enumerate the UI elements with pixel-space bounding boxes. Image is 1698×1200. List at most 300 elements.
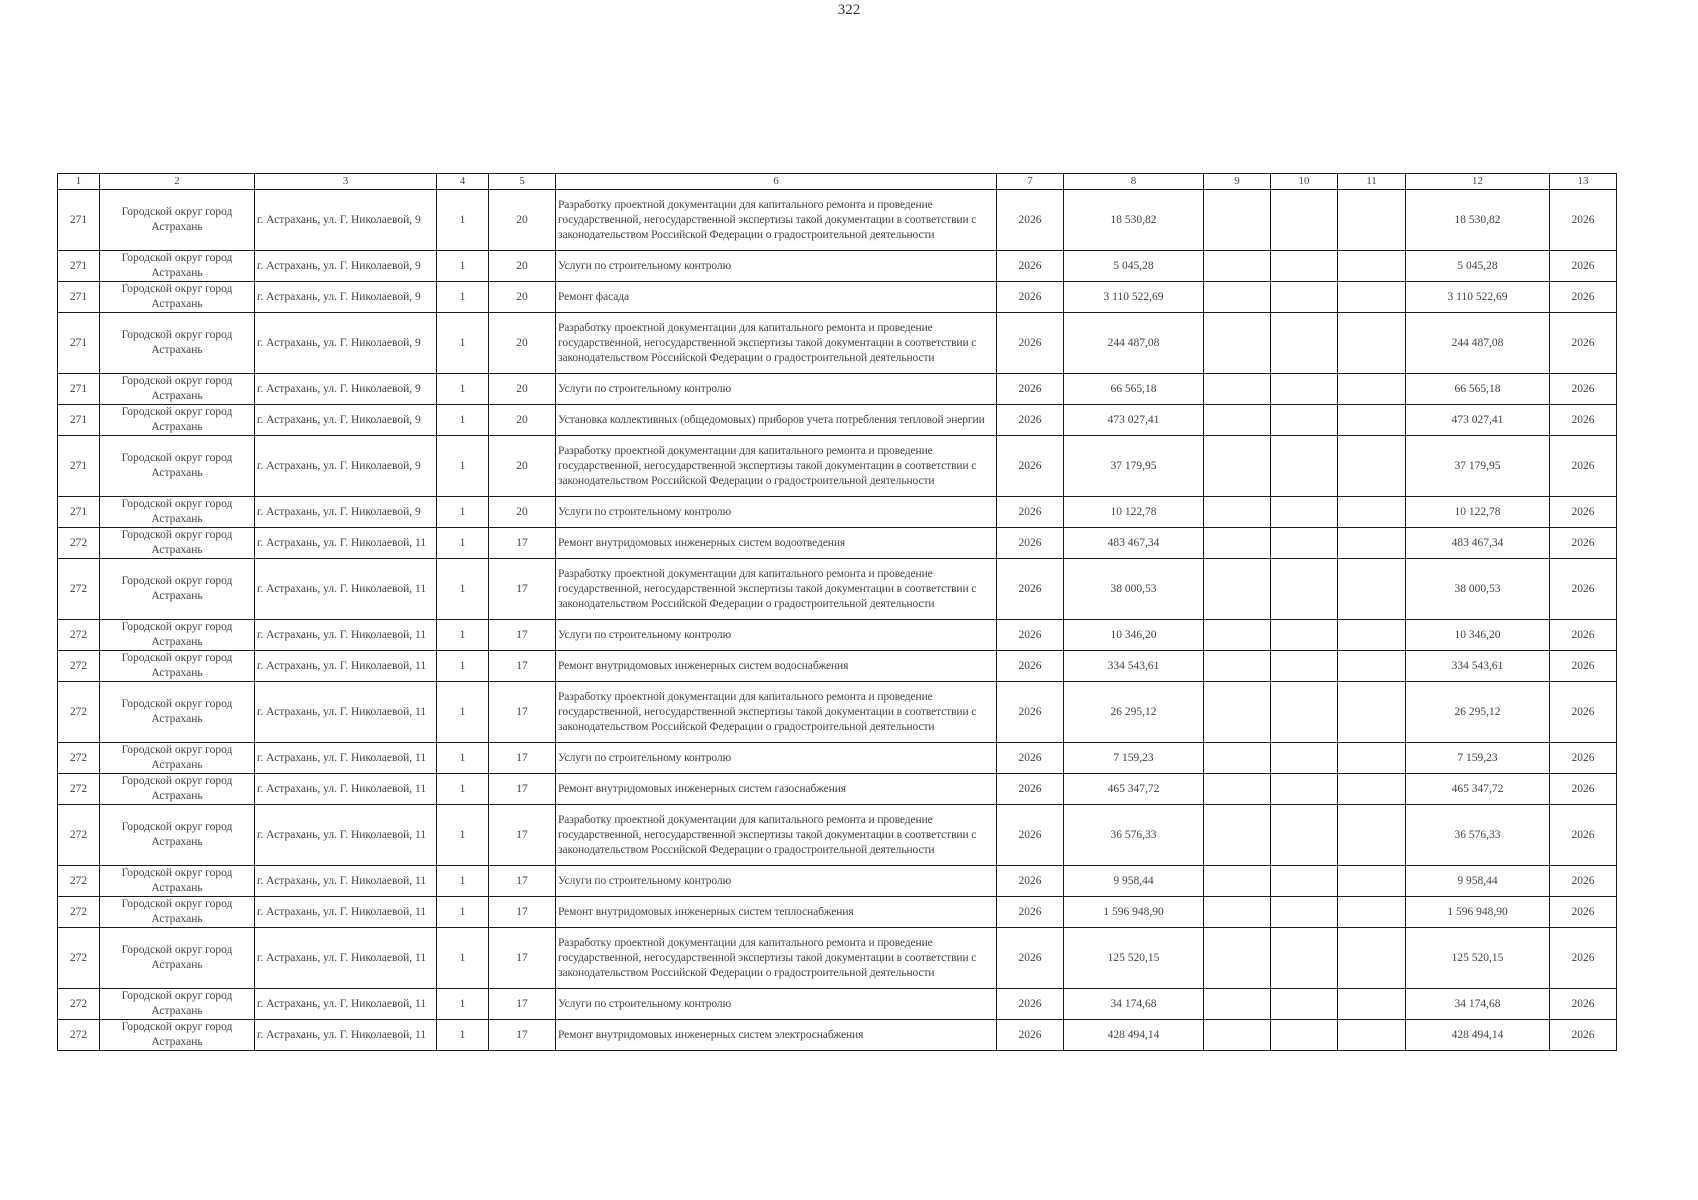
- year-cell: 2026: [997, 651, 1064, 682]
- municipality-cell: Городской округ город Астрахань: [100, 1020, 255, 1051]
- col10-cell: [1271, 1020, 1338, 1051]
- address-cell: г. Астрахань, ул. Г. Николаевой, 11: [255, 774, 437, 805]
- completion-year-cell: 2026: [1550, 282, 1617, 313]
- item-number-cell: 272: [58, 743, 100, 774]
- completion-year-cell: 2026: [1550, 497, 1617, 528]
- address-cell: г. Астрахань, ул. Г. Николаевой, 11: [255, 620, 437, 651]
- col4-cell: 1: [437, 928, 489, 989]
- total-cost-cell: 38 000,53: [1406, 559, 1550, 620]
- col11-cell: [1338, 251, 1406, 282]
- col10-cell: [1271, 251, 1338, 282]
- total-cost-cell: 9 958,44: [1406, 866, 1550, 897]
- work-description-cell: Разработку проектной документации для капитального ремонта и проведение государственной, негосударственной экспертизы такой документации в соответствии с законодательством Российской Федерации о градостроительной деятельности: [556, 190, 997, 251]
- address-cell: г. Астрахань, ул. Г. Николаевой, 11: [255, 528, 437, 559]
- col11-cell: [1338, 436, 1406, 497]
- header-cell: 11: [1338, 174, 1406, 190]
- total-cost-cell: 18 530,82: [1406, 190, 1550, 251]
- col4-cell: 1: [437, 190, 489, 251]
- work-description-cell: Разработку проектной документации для капитального ремонта и проведение государственной, негосударственной экспертизы такой документации в соответствии с законодательством Российской Федерации о градостроительной деятельности: [556, 436, 997, 497]
- table-row: [58, 405, 1617, 436]
- col11-cell: [1338, 313, 1406, 374]
- col5-cell: 20: [489, 497, 556, 528]
- address-cell: г. Астрахань, ул. Г. Николаевой, 11: [255, 897, 437, 928]
- cost-cell: 244 487,08: [1064, 313, 1204, 374]
- col9-cell: [1204, 620, 1271, 651]
- col9-cell: [1204, 374, 1271, 405]
- address-cell: г. Астрахань, ул. Г. Николаевой, 11: [255, 866, 437, 897]
- cost-cell: 10 122,78: [1064, 497, 1204, 528]
- address-cell: г. Астрахань, ул. Г. Николаевой, 9: [255, 313, 437, 374]
- col5-cell: 20: [489, 436, 556, 497]
- col4-cell: 1: [437, 374, 489, 405]
- address-cell: г. Астрахань, ул. Г. Николаевой, 11: [255, 682, 437, 743]
- total-cost-cell: 5 045,28: [1406, 251, 1550, 282]
- table-row: [58, 682, 1617, 743]
- header-cell: 6: [556, 174, 997, 190]
- total-cost-cell: 125 520,15: [1406, 928, 1550, 989]
- completion-year-cell: 2026: [1550, 190, 1617, 251]
- col4-cell: 1: [437, 620, 489, 651]
- total-cost-cell: 334 543,61: [1406, 651, 1550, 682]
- address-cell: г. Астрахань, ул. Г. Николаевой, 9: [255, 405, 437, 436]
- year-cell: 2026: [997, 374, 1064, 405]
- header-cell: 7: [997, 174, 1064, 190]
- col9-cell: [1204, 805, 1271, 866]
- item-number-cell: 271: [58, 190, 100, 251]
- item-number-cell: 271: [58, 497, 100, 528]
- item-number-cell: 272: [58, 651, 100, 682]
- municipality-cell: Городской округ город Астрахань: [100, 805, 255, 866]
- municipality-cell: Городской округ город Астрахань: [100, 559, 255, 620]
- year-cell: 2026: [997, 805, 1064, 866]
- col9-cell: [1204, 682, 1271, 743]
- col11-cell: [1338, 405, 1406, 436]
- address-cell: г. Астрахань, ул. Г. Николаевой, 9: [255, 374, 437, 405]
- completion-year-cell: 2026: [1550, 928, 1617, 989]
- year-cell: 2026: [997, 528, 1064, 559]
- col10-cell: [1271, 620, 1338, 651]
- item-number-cell: 271: [58, 251, 100, 282]
- col9-cell: [1204, 405, 1271, 436]
- year-cell: 2026: [997, 313, 1064, 374]
- completion-year-cell: 2026: [1550, 436, 1617, 497]
- municipality-cell: Городской округ город Астрахань: [100, 866, 255, 897]
- col9-cell: [1204, 190, 1271, 251]
- col4-cell: 1: [437, 805, 489, 866]
- work-description-cell: Разработку проектной документации для капитального ремонта и проведение государственной, негосударственной экспертизы такой документации в соответствии с законодательством Российской Федерации о градостроительной деятельности: [556, 928, 997, 989]
- table-row: [58, 190, 1617, 251]
- col5-cell: 20: [489, 374, 556, 405]
- year-cell: 2026: [997, 928, 1064, 989]
- cost-cell: 3 110 522,69: [1064, 282, 1204, 313]
- year-cell: 2026: [997, 620, 1064, 651]
- address-cell: г. Астрахань, ул. Г. Николаевой, 11: [255, 928, 437, 989]
- municipality-cell: Городской округ город Астрахань: [100, 928, 255, 989]
- cost-cell: 1 596 948,90: [1064, 897, 1204, 928]
- col11-cell: [1338, 743, 1406, 774]
- table-row: [58, 805, 1617, 866]
- year-cell: 2026: [997, 559, 1064, 620]
- address-cell: г. Астрахань, ул. Г. Николаевой, 11: [255, 743, 437, 774]
- municipality-cell: Городской округ город Астрахань: [100, 989, 255, 1020]
- col10-cell: [1271, 497, 1338, 528]
- col4-cell: 1: [437, 313, 489, 374]
- col5-cell: 17: [489, 559, 556, 620]
- col10-cell: [1271, 528, 1338, 559]
- table-row: [58, 374, 1617, 405]
- table-row: [58, 251, 1617, 282]
- cost-cell: 66 565,18: [1064, 374, 1204, 405]
- address-cell: г. Астрахань, ул. Г. Николаевой, 11: [255, 989, 437, 1020]
- cost-cell: 7 159,23: [1064, 743, 1204, 774]
- cost-cell: 125 520,15: [1064, 928, 1204, 989]
- col11-cell: [1338, 866, 1406, 897]
- table-row: [58, 866, 1617, 897]
- total-cost-cell: 10 346,20: [1406, 620, 1550, 651]
- col10-cell: [1271, 190, 1338, 251]
- header-cell: 9: [1204, 174, 1271, 190]
- total-cost-cell: 66 565,18: [1406, 374, 1550, 405]
- col4-cell: 1: [437, 989, 489, 1020]
- total-cost-cell: 473 027,41: [1406, 405, 1550, 436]
- col9-cell: [1204, 897, 1271, 928]
- col10-cell: [1271, 374, 1338, 405]
- col10-cell: [1271, 805, 1338, 866]
- col11-cell: [1338, 559, 1406, 620]
- column-number-header: [58, 174, 1617, 190]
- municipality-cell: Городской округ город Астрахань: [100, 251, 255, 282]
- col9-cell: [1204, 774, 1271, 805]
- completion-year-cell: 2026: [1550, 805, 1617, 866]
- table-row: [58, 620, 1617, 651]
- cost-cell: 9 958,44: [1064, 866, 1204, 897]
- col11-cell: [1338, 282, 1406, 313]
- header-cell: 5: [489, 174, 556, 190]
- col11-cell: [1338, 805, 1406, 866]
- item-number-cell: 271: [58, 374, 100, 405]
- completion-year-cell: 2026: [1550, 251, 1617, 282]
- address-cell: г. Астрахань, ул. Г. Николаевой, 9: [255, 497, 437, 528]
- col11-cell: [1338, 374, 1406, 405]
- col4-cell: 1: [437, 405, 489, 436]
- completion-year-cell: 2026: [1550, 682, 1617, 743]
- col4-cell: 1: [437, 1020, 489, 1051]
- col10-cell: [1271, 559, 1338, 620]
- item-number-cell: 272: [58, 928, 100, 989]
- col11-cell: [1338, 774, 1406, 805]
- work-description-cell: Установка коллективных (общедомовых) приборов учета потребления тепловой энергии: [556, 405, 997, 436]
- col10-cell: [1271, 989, 1338, 1020]
- header-cell: 12: [1406, 174, 1550, 190]
- cost-cell: 5 045,28: [1064, 251, 1204, 282]
- year-cell: 2026: [997, 774, 1064, 805]
- col9-cell: [1204, 559, 1271, 620]
- total-cost-cell: 483 467,34: [1406, 528, 1550, 559]
- col4-cell: 1: [437, 651, 489, 682]
- total-cost-cell: 34 174,68: [1406, 989, 1550, 1020]
- year-cell: 2026: [997, 405, 1064, 436]
- table-row: [58, 559, 1617, 620]
- col9-cell: [1204, 866, 1271, 897]
- col10-cell: [1271, 866, 1338, 897]
- col9-cell: [1204, 497, 1271, 528]
- header-cell: 1: [58, 174, 100, 190]
- completion-year-cell: 2026: [1550, 989, 1617, 1020]
- municipality-cell: Городской округ город Астрахань: [100, 405, 255, 436]
- item-number-cell: 271: [58, 405, 100, 436]
- address-cell: г. Астрахань, ул. Г. Николаевой, 11: [255, 559, 437, 620]
- work-description-cell: Ремонт фасада: [556, 282, 997, 313]
- col11-cell: [1338, 190, 1406, 251]
- municipality-cell: Городской округ город Астрахань: [100, 651, 255, 682]
- work-description-cell: Услуги по строительному контролю: [556, 251, 997, 282]
- col10-cell: [1271, 651, 1338, 682]
- municipality-cell: Городской округ город Астрахань: [100, 190, 255, 251]
- address-cell: г. Астрахань, ул. Г. Николаевой, 9: [255, 251, 437, 282]
- col5-cell: 17: [489, 682, 556, 743]
- table-row: [58, 497, 1617, 528]
- col9-cell: [1204, 251, 1271, 282]
- year-cell: 2026: [997, 282, 1064, 313]
- table-row: [58, 897, 1617, 928]
- col10-cell: [1271, 282, 1338, 313]
- completion-year-cell: 2026: [1550, 1020, 1617, 1051]
- table-row: [58, 989, 1617, 1020]
- municipality-cell: Городской округ город Астрахань: [100, 774, 255, 805]
- work-description-cell: Разработку проектной документации для капитального ремонта и проведение государственной, негосударственной экспертизы такой документации в соответствии с законодательством Российской Федерации о градостроительной деятельности: [556, 682, 997, 743]
- cost-cell: 473 027,41: [1064, 405, 1204, 436]
- completion-year-cell: 2026: [1550, 559, 1617, 620]
- item-number-cell: 272: [58, 805, 100, 866]
- col5-cell: 17: [489, 989, 556, 1020]
- col5-cell: 17: [489, 651, 556, 682]
- col11-cell: [1338, 528, 1406, 559]
- total-cost-cell: 37 179,95: [1406, 436, 1550, 497]
- table-row: [58, 282, 1617, 313]
- completion-year-cell: 2026: [1550, 897, 1617, 928]
- completion-year-cell: 2026: [1550, 405, 1617, 436]
- col5-cell: 20: [489, 313, 556, 374]
- cost-cell: 26 295,12: [1064, 682, 1204, 743]
- col11-cell: [1338, 682, 1406, 743]
- col4-cell: 1: [437, 743, 489, 774]
- col9-cell: [1204, 1020, 1271, 1051]
- col9-cell: [1204, 282, 1271, 313]
- cost-cell: 483 467,34: [1064, 528, 1204, 559]
- col5-cell: 17: [489, 897, 556, 928]
- municipality-cell: Городской округ город Астрахань: [100, 497, 255, 528]
- col11-cell: [1338, 897, 1406, 928]
- header-cell: 2: [100, 174, 255, 190]
- completion-year-cell: 2026: [1550, 651, 1617, 682]
- total-cost-cell: 1 596 948,90: [1406, 897, 1550, 928]
- table-row: [58, 774, 1617, 805]
- col4-cell: 1: [437, 866, 489, 897]
- col4-cell: 1: [437, 528, 489, 559]
- col5-cell: 20: [489, 405, 556, 436]
- col5-cell: 20: [489, 282, 556, 313]
- completion-year-cell: 2026: [1550, 743, 1617, 774]
- municipality-cell: Городской округ город Астрахань: [100, 282, 255, 313]
- item-number-cell: 272: [58, 866, 100, 897]
- col11-cell: [1338, 928, 1406, 989]
- header-cell: 13: [1550, 174, 1617, 190]
- col5-cell: 20: [489, 190, 556, 251]
- col5-cell: 17: [489, 805, 556, 866]
- col4-cell: 1: [437, 897, 489, 928]
- work-description-cell: Ремонт внутридомовых инженерных систем газоснабжения: [556, 774, 997, 805]
- col5-cell: 20: [489, 251, 556, 282]
- col10-cell: [1271, 436, 1338, 497]
- municipality-cell: Городской округ город Астрахань: [100, 374, 255, 405]
- item-number-cell: 272: [58, 682, 100, 743]
- col5-cell: 17: [489, 1020, 556, 1051]
- total-cost-cell: 36 576,33: [1406, 805, 1550, 866]
- cost-cell: 465 347,72: [1064, 774, 1204, 805]
- year-cell: 2026: [997, 743, 1064, 774]
- total-cost-cell: 7 159,23: [1406, 743, 1550, 774]
- work-description-cell: Ремонт внутридомовых инженерных систем теплоснабжения: [556, 897, 997, 928]
- table-row: [58, 436, 1617, 497]
- col5-cell: 17: [489, 620, 556, 651]
- year-cell: 2026: [997, 1020, 1064, 1051]
- work-description-cell: Услуги по строительному контролю: [556, 866, 997, 897]
- cost-cell: 18 530,82: [1064, 190, 1204, 251]
- item-number-cell: 272: [58, 528, 100, 559]
- work-description-cell: Услуги по строительному контролю: [556, 497, 997, 528]
- work-description-cell: Разработку проектной документации для капитального ремонта и проведение государственной, негосударственной экспертизы такой документации в соответствии с законодательством Российской Федерации о градостроительной деятельности: [556, 313, 997, 374]
- table-row: [58, 1020, 1617, 1051]
- year-cell: 2026: [997, 436, 1064, 497]
- municipality-cell: Городской округ город Астрахань: [100, 528, 255, 559]
- work-description-cell: Ремонт внутридомовых инженерных систем водоотведения: [556, 528, 997, 559]
- col9-cell: [1204, 651, 1271, 682]
- total-cost-cell: 10 122,78: [1406, 497, 1550, 528]
- completion-year-cell: 2026: [1550, 774, 1617, 805]
- item-number-cell: 272: [58, 897, 100, 928]
- col5-cell: 17: [489, 774, 556, 805]
- col10-cell: [1271, 682, 1338, 743]
- col5-cell: 17: [489, 866, 556, 897]
- item-number-cell: 272: [58, 989, 100, 1020]
- cost-cell: 334 543,61: [1064, 651, 1204, 682]
- item-number-cell: 271: [58, 282, 100, 313]
- table-row: [58, 313, 1617, 374]
- col11-cell: [1338, 651, 1406, 682]
- col10-cell: [1271, 405, 1338, 436]
- address-cell: г. Астрахань, ул. Г. Николаевой, 11: [255, 805, 437, 866]
- completion-year-cell: 2026: [1550, 528, 1617, 559]
- col11-cell: [1338, 989, 1406, 1020]
- work-description-cell: Разработку проектной документации для капитального ремонта и проведение государственной, негосударственной экспертизы такой документации в соответствии с законодательством Российской Федерации о градостроительной деятельности: [556, 805, 997, 866]
- cost-cell: 37 179,95: [1064, 436, 1204, 497]
- completion-year-cell: 2026: [1550, 866, 1617, 897]
- col4-cell: 1: [437, 251, 489, 282]
- year-cell: 2026: [997, 497, 1064, 528]
- item-number-cell: 272: [58, 1020, 100, 1051]
- item-number-cell: 272: [58, 774, 100, 805]
- col5-cell: 17: [489, 743, 556, 774]
- completion-year-cell: 2026: [1550, 313, 1617, 374]
- item-number-cell: 271: [58, 436, 100, 497]
- col10-cell: [1271, 928, 1338, 989]
- total-cost-cell: 465 347,72: [1406, 774, 1550, 805]
- col9-cell: [1204, 528, 1271, 559]
- header-cell: 3: [255, 174, 437, 190]
- col4-cell: 1: [437, 436, 489, 497]
- col5-cell: 17: [489, 928, 556, 989]
- page-number: 322: [837, 2, 861, 18]
- work-description-cell: Услуги по строительному контролю: [556, 374, 997, 405]
- table-row: [58, 651, 1617, 682]
- work-description-cell: Услуги по строительному контролю: [556, 743, 997, 774]
- year-cell: 2026: [997, 866, 1064, 897]
- municipality-cell: Городской округ город Астрахань: [100, 620, 255, 651]
- work-description-cell: Ремонт внутридомовых инженерных систем электроснабжения: [556, 1020, 997, 1051]
- work-description-cell: Разработку проектной документации для капитального ремонта и проведение государственной, негосударственной экспертизы такой документации в соответствии с законодательством Российской Федерации о градостроительной деятельности: [556, 559, 997, 620]
- address-cell: г. Астрахань, ул. Г. Николаевой, 11: [255, 1020, 437, 1051]
- municipality-cell: Городской округ город Астрахань: [100, 897, 255, 928]
- header-cell: 4: [437, 174, 489, 190]
- header-cell: 8: [1064, 174, 1204, 190]
- address-cell: г. Астрахань, ул. Г. Николаевой, 9: [255, 282, 437, 313]
- col11-cell: [1338, 497, 1406, 528]
- cost-cell: 10 346,20: [1064, 620, 1204, 651]
- year-cell: 2026: [997, 190, 1064, 251]
- col4-cell: 1: [437, 497, 489, 528]
- cost-cell: 428 494,14: [1064, 1020, 1204, 1051]
- col9-cell: [1204, 743, 1271, 774]
- item-number-cell: 272: [58, 620, 100, 651]
- year-cell: 2026: [997, 989, 1064, 1020]
- col9-cell: [1204, 313, 1271, 374]
- col11-cell: [1338, 1020, 1406, 1051]
- cost-cell: 38 000,53: [1064, 559, 1204, 620]
- col10-cell: [1271, 897, 1338, 928]
- total-cost-cell: 428 494,14: [1406, 1020, 1550, 1051]
- address-cell: г. Астрахань, ул. Г. Николаевой, 9: [255, 436, 437, 497]
- municipality-cell: Городской округ город Астрахань: [100, 313, 255, 374]
- col10-cell: [1271, 774, 1338, 805]
- col9-cell: [1204, 436, 1271, 497]
- cost-cell: 36 576,33: [1064, 805, 1204, 866]
- total-cost-cell: 26 295,12: [1406, 682, 1550, 743]
- col5-cell: 17: [489, 528, 556, 559]
- municipality-cell: Городской округ город Астрахань: [100, 436, 255, 497]
- municipality-cell: Городской округ город Астрахань: [100, 682, 255, 743]
- item-number-cell: 271: [58, 313, 100, 374]
- work-description-cell: Ремонт внутридомовых инженерных систем водоснабжения: [556, 651, 997, 682]
- repair-plan-table: [57, 173, 1617, 1051]
- total-cost-cell: 3 110 522,69: [1406, 282, 1550, 313]
- col4-cell: 1: [437, 559, 489, 620]
- address-cell: г. Астрахань, ул. Г. Николаевой, 11: [255, 651, 437, 682]
- header-cell: 10: [1271, 174, 1338, 190]
- col9-cell: [1204, 989, 1271, 1020]
- year-cell: 2026: [997, 251, 1064, 282]
- col4-cell: 1: [437, 282, 489, 313]
- cost-cell: 34 174,68: [1064, 989, 1204, 1020]
- item-number-cell: 272: [58, 559, 100, 620]
- completion-year-cell: 2026: [1550, 374, 1617, 405]
- address-cell: г. Астрахань, ул. Г. Николаевой, 9: [255, 190, 437, 251]
- col4-cell: 1: [437, 774, 489, 805]
- municipality-cell: Городской округ город Астрахань: [100, 743, 255, 774]
- col10-cell: [1271, 743, 1338, 774]
- year-cell: 2026: [997, 682, 1064, 743]
- table-row: [58, 743, 1617, 774]
- work-description-cell: Услуги по строительному контролю: [556, 989, 997, 1020]
